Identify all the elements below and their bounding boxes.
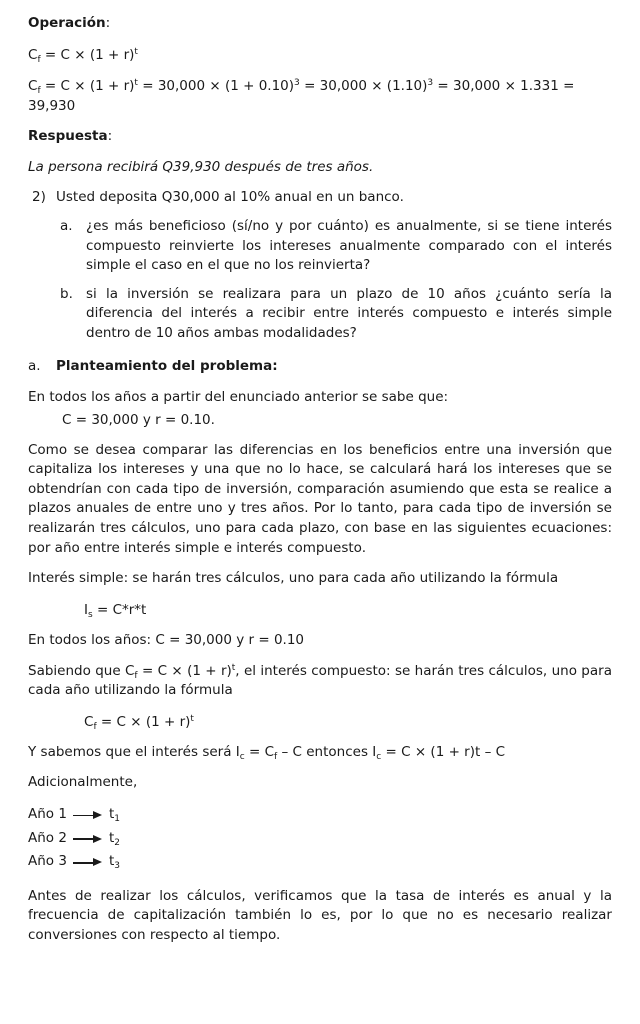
- anio-2-value: $t_2$: [108, 829, 120, 848]
- section-a-heading: [28, 357, 612, 377]
- respuesta-text: La persona recibirá Q39,930 después de tres años.: [28, 158, 374, 175]
- anio-1-label: Año 1: [28, 806, 67, 822]
- formula-cf-evaluated: $C_f = C \times (1 + r)^t = 30,000 \times (1 + 0.10)^3 = 30,000 \times (1.10)^3 = 30,000 \times 1.331 = 39,930$: [28, 77, 575, 115]
- respuesta-label: Respuesta: [28, 128, 108, 145]
- list-item-b-text: si la inversión se realizara para un plazo de 10 años ¿cuánto sería la diferencia del interés a recibir entre interés compuesto e interés simple dentro de 10 años ambas modalidades?: [86, 285, 612, 341]
- paragraph-interes-simple: Interés simple: se harán tres cálculos, uno para cada año utilizando la fórmula: [28, 570, 559, 587]
- paragraph-comparacion: Como se desea comparar las diferencias en los beneficios entre una inversión que capitaliza los intereses y una que no lo hace, se calculará hará los intereses que se obtendrían con cada tipo de inversión, comparación asumiendo que esta se realice a plazos anuales de entre uno y tres años. Por lo tanto, para cada tipo de inversión se realizarán tres cálculos, uno para cada plazo, con base en las siguientes ecuaciones: por año entre interés simple e interés compuesto.: [28, 441, 612, 556]
- list-item-a: [28, 217, 612, 276]
- anio-3-label: Año 3: [28, 853, 67, 870]
- list-item-a-text: ¿es más beneficioso (sí/no y por cuánto) es anualmente, si se tiene interés compuesto reinvierte los intereses anualmente comparado con el interés simple el caso en el que no los reinvierta?: [86, 218, 612, 274]
- paragraph-verificacion: Antes de realizar los cálculos, verificamos que la tasa de interés es anual y la frecuencia de capitalización también lo es, por lo que no es necesario realizar conversiones con respecto al tiempo.: [28, 887, 612, 943]
- paragraph-enunciado-values: C = 30,000 y r = 0.10.: [62, 411, 215, 428]
- operacion-colon: :: [105, 15, 111, 31]
- list-item-a-marker: a.: [60, 218, 73, 234]
- paragraph-enunciado: En todos los años a partir del enunciado anterior se sabe que:: [28, 388, 449, 405]
- paragraph-valores-anuales: En todos los años: C = 30,000 y r = 0.10: [28, 631, 305, 648]
- anio-1-value: $t_1$: [108, 806, 120, 824]
- section-a-marker: a.: [28, 358, 41, 375]
- formula-interes-simple: $I_s = C*r*t$: [84, 601, 147, 620]
- arrow-right-icon: [73, 809, 103, 821]
- formula-cf-general: $C_f = C \times (1 + r)^t$: [28, 46, 138, 65]
- operacion-label: Operación: [28, 15, 106, 31]
- list-item-b-marker: b.: [60, 285, 73, 302]
- respuesta-colon: :: [107, 128, 113, 145]
- sub-list: [28, 217, 612, 343]
- anio-3-row: [28, 851, 612, 873]
- section-a-title: Planteamiento del problema:: [56, 358, 278, 375]
- list-item-b: [28, 285, 612, 344]
- anio-2-row: [28, 828, 612, 850]
- respuesta-heading: [28, 127, 612, 147]
- anio-1-row: [28, 804, 612, 826]
- list-item-2-text: Usted deposita Q30,000 al 10% anual en un banco.: [56, 189, 404, 206]
- operacion-heading: [28, 14, 612, 34]
- arrow-right-icon: [73, 856, 103, 868]
- list-item-2: [28, 188, 612, 208]
- arrow-right-icon: [73, 832, 103, 844]
- paragraph-interes-compuesto: Sabiendo que $C_f = C \times (1 + r)^t$, el interés compuesto: se harán tres cálculos, uno para cada año utilizando la fórmula: [28, 662, 612, 699]
- list-item-2-marker: 2): [32, 189, 46, 206]
- formula-interes-compuesto: $C_f = C \times (1 + r)^t$: [84, 713, 194, 732]
- paragraph-adicionalmente: Adicionalmente,: [28, 774, 138, 791]
- anio-2-label: Año 2: [28, 829, 67, 846]
- paragraph-interes-formula: Y sabemos que el interés será $I_c = C_f - C$ entonces $I_c = C \times (1 + r)t - C$: [28, 743, 506, 762]
- anio-3-value: $t_3$: [108, 853, 120, 872]
